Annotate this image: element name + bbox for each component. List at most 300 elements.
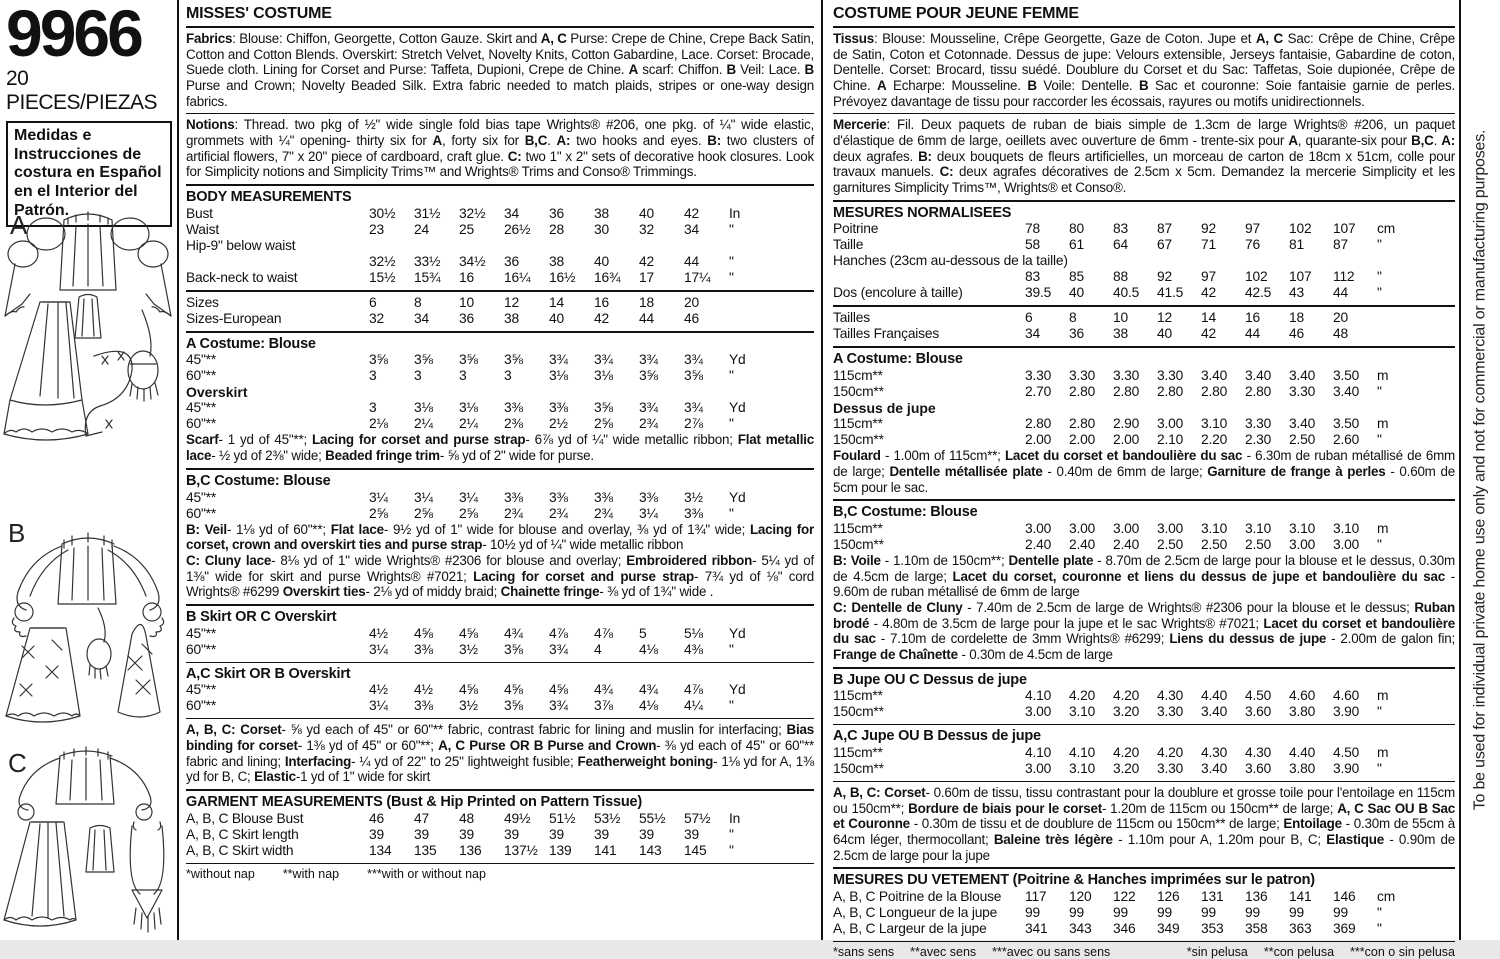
- row-unit: m: [1377, 368, 1389, 384]
- row-value: 3.20: [1113, 704, 1140, 720]
- row-label: 115cm**: [833, 744, 883, 760]
- row-value: 8: [1069, 310, 1077, 326]
- row-value: 3.10: [1069, 760, 1096, 776]
- row-label: Hanches (23cm au-dessous de la taille): [833, 253, 1068, 269]
- table-row: [186, 311, 814, 327]
- row-value: 46: [1289, 326, 1304, 342]
- row-label: 60"**: [186, 368, 216, 384]
- row-unit: ": [729, 221, 734, 237]
- costume-bc-table: [186, 490, 814, 522]
- row-value: 3.80: [1289, 760, 1316, 776]
- row-value: 145: [684, 842, 707, 858]
- row-label: A, B, C Poitrine de la Blouse: [833, 888, 1002, 904]
- tailles-table: [833, 310, 1455, 342]
- row-value: 4⅝: [459, 625, 478, 641]
- row-value: 3.00: [1025, 520, 1052, 536]
- row-value: 3.40: [1333, 384, 1360, 400]
- row-label: 45"**: [186, 352, 216, 368]
- row-value: 3⅜: [594, 489, 613, 505]
- row-unit: m: [1377, 520, 1389, 536]
- costume-bc-title: B,C Costume: Blouse: [186, 472, 331, 489]
- row-label: Tailles: [833, 310, 870, 326]
- row-value: 2.80: [1245, 384, 1272, 400]
- table-row: [186, 506, 814, 522]
- jupe-b-title: B Jupe OU C Dessus de jupe: [833, 671, 1027, 688]
- row-value: 3⅜: [414, 698, 433, 714]
- table-row: [833, 368, 1455, 384]
- row-value: [1289, 253, 1333, 269]
- row-value: 39: [594, 826, 609, 842]
- row-value: 38: [549, 253, 564, 269]
- row-value: 4.30: [1157, 688, 1184, 704]
- row-value: 3.40: [1201, 368, 1228, 384]
- corset-fr-paragraph: A, B, C: Corset- 0.60m de tissu, tissu contrastant pour la doublure et grosse toile pour l'entoilage en 115cm ou 150cm**; Bordure de biais pour le corset- 1.20m de 115cm ou 150cm** de large; A, C Sac OU B Sac et Couronne - 0.30m de tissu et de doublure de 115cm ou 150cm** de large; Entoilage - 0.30m de 55cm à 64cm léger, thermocollant; Baleine très légère - 1.10m pour A, 1.20m pour B, C; Elastique - 0.90m de 2.5cm de large pour la jupe: [833, 784, 1455, 863]
- row-unit: Yd: [729, 352, 746, 368]
- row-value: 10: [459, 294, 474, 310]
- row-value: 40: [1157, 326, 1172, 342]
- row-value: 4⅛: [639, 698, 658, 714]
- row-value: 42: [594, 310, 609, 326]
- row-value: 4½: [369, 625, 388, 641]
- row-value: 46: [684, 310, 699, 326]
- row-value: 57½: [684, 810, 711, 826]
- row-label: 60"**: [186, 641, 216, 657]
- row-unit: m: [1377, 744, 1389, 760]
- row-label: 150cm**: [833, 432, 884, 448]
- row-value: 92: [1157, 269, 1172, 285]
- row-value: 18: [639, 294, 654, 310]
- row-value: 2½: [549, 416, 568, 432]
- row-value: 3⅜: [414, 641, 433, 657]
- row-unit: Yd: [729, 625, 746, 641]
- row-unit: [729, 311, 765, 327]
- row-value: 3.40: [1289, 416, 1316, 432]
- french-column: [833, 5, 1455, 959]
- row-value: 4.20: [1069, 688, 1096, 704]
- row-value: 3⅛: [549, 368, 568, 384]
- row-value: 47: [414, 810, 429, 826]
- row-value: 39: [639, 826, 654, 842]
- row-value: 3.20: [1113, 760, 1140, 776]
- row-value: 3.00: [1157, 416, 1184, 432]
- row-value: 36: [459, 310, 474, 326]
- row-value: 3¼: [369, 489, 388, 505]
- skirt-ac-table: [186, 682, 814, 714]
- row-value: 3⅝: [459, 352, 478, 368]
- row-value: 40: [549, 310, 564, 326]
- row-value: 99: [1157, 904, 1172, 920]
- notions-section: [186, 113, 814, 184]
- mesures-normalisees-title: MESURES NORMALISEES: [833, 204, 1012, 221]
- row-unit: ": [1377, 536, 1382, 552]
- row-value: 3¾: [549, 641, 568, 657]
- row-value: 40: [594, 253, 609, 269]
- row-unit: ": [729, 826, 734, 842]
- row-value: 4.10: [1025, 744, 1052, 760]
- row-value: 3.90: [1333, 760, 1360, 776]
- row-value: 97: [1245, 221, 1260, 237]
- french-title: COSTUME POUR JEUNE FEMME: [833, 5, 1455, 28]
- row-value: 4: [594, 641, 602, 657]
- row-value: 39: [414, 826, 429, 842]
- row-value: 2⅞: [684, 416, 703, 432]
- row-value: 83: [1113, 221, 1128, 237]
- table-row: [186, 295, 814, 311]
- row-value: 64: [1113, 237, 1128, 253]
- sizes-table: [186, 295, 814, 327]
- row-unit: ": [729, 368, 734, 384]
- row-value: 4.50: [1333, 744, 1360, 760]
- row-value: 39: [549, 826, 564, 842]
- row-value: 31½: [414, 205, 441, 221]
- row-value: 135: [414, 842, 437, 858]
- row-value: 3⅛: [414, 400, 433, 416]
- row-value: 4.40: [1289, 744, 1316, 760]
- divider-middle: [821, 0, 823, 940]
- row-unit: [1377, 253, 1411, 269]
- table-row: [186, 222, 814, 238]
- row-value: 80: [1069, 221, 1084, 237]
- row-label: A, B, C Skirt width: [186, 842, 294, 858]
- costume-a-fr-note: Foulard - 1.00m of 115cm**; Lacet du corset et bandoulière du sac - 6.30m de ruban métallisé de 6mm de large; Dentelle métallisée plate - 0.40m de 6mm de large; Garniture de frange à perles - 0.60m de 5cm pour le sac.: [833, 448, 1455, 495]
- row-value: 3.30: [1113, 368, 1140, 384]
- row-label: Waist: [186, 221, 219, 237]
- row-unit: ": [729, 505, 734, 521]
- row-value: 67: [1157, 237, 1172, 253]
- row-value: 3¾: [639, 352, 658, 368]
- row-value: 3: [459, 368, 467, 384]
- table-row: [833, 416, 1455, 432]
- table-row: [833, 285, 1455, 301]
- row-value: 48: [1333, 326, 1348, 342]
- row-value: 137½: [504, 842, 538, 858]
- row-value: 15¾: [414, 269, 441, 285]
- row-value: 24: [414, 221, 429, 237]
- row-value: 3⅝: [504, 352, 523, 368]
- row-value: 40: [1069, 285, 1084, 301]
- row-value: 3.00: [1289, 536, 1316, 552]
- row-value: 112: [1333, 269, 1355, 285]
- row-value: 17: [639, 269, 654, 285]
- footnote: **avec sens: [910, 944, 977, 959]
- row-value: 3.50: [1333, 368, 1360, 384]
- row-value: 32½: [459, 205, 486, 221]
- row-value: 4.10: [1025, 688, 1052, 704]
- row-value: 4⅛: [639, 641, 658, 657]
- skirt-b-title: B Skirt OR C Overskirt: [186, 608, 337, 625]
- fabrics-section: [186, 28, 814, 113]
- row-label: Bust: [186, 205, 213, 221]
- row-unit: Yd: [729, 489, 746, 505]
- row-value: 34: [504, 205, 519, 221]
- row-value: 3.60: [1245, 760, 1272, 776]
- row-value: 2¾: [504, 505, 523, 521]
- row-value: 32: [369, 310, 384, 326]
- row-value: 4¾: [504, 625, 523, 641]
- row-value: 85: [1069, 269, 1084, 285]
- table-row: [833, 688, 1455, 704]
- row-unit: ": [1377, 237, 1382, 253]
- garment-measurements-title: GARMENT MEASUREMENTS (Bust & Hip Printed on Pattern Tissue): [186, 793, 642, 810]
- row-value: 99: [1333, 904, 1348, 920]
- table-row: [833, 704, 1455, 720]
- row-value: 107: [1289, 269, 1312, 285]
- row-value: 4.30: [1201, 744, 1228, 760]
- row-value: [1157, 253, 1201, 269]
- row-value: 107: [1333, 221, 1356, 237]
- row-label: 60"**: [186, 416, 216, 432]
- row-value: 346: [1113, 920, 1136, 936]
- row-value: 4.30: [1245, 744, 1272, 760]
- row-label: A, B, C Skirt length: [186, 826, 299, 842]
- table-row: [186, 270, 814, 286]
- row-value: 3¼: [369, 698, 388, 714]
- row-value: [414, 238, 459, 254]
- corset-fr-section: [833, 781, 1455, 867]
- table-row: [186, 642, 814, 658]
- row-label: A, B, C Blouse Bust: [186, 810, 304, 826]
- row-value: 39.5: [1025, 285, 1052, 301]
- row-value: 34½: [459, 253, 486, 269]
- row-value: 3.00: [1069, 520, 1096, 536]
- row-value: 3.40: [1201, 704, 1228, 720]
- spanish-note-box: Medidas e Instrucciones de costura en Español en el Interior del Patrón.: [6, 121, 172, 227]
- row-value: 4⅝: [549, 682, 568, 698]
- row-value: 41.5: [1157, 285, 1184, 301]
- row-value: 20: [1333, 310, 1348, 326]
- row-value: 99: [1289, 904, 1304, 920]
- row-value: 3: [369, 368, 377, 384]
- row-value: 3⅛: [594, 368, 613, 384]
- row-value: 4.20: [1157, 744, 1184, 760]
- row-value: 3.80: [1289, 704, 1316, 720]
- jupe-ac-table: [833, 745, 1455, 777]
- row-value: 48: [459, 810, 474, 826]
- footnote: ***avec ou sans sens: [992, 944, 1111, 959]
- row-value: 34: [414, 310, 429, 326]
- row-value: 3⅝: [504, 698, 523, 714]
- row-value: 3.30: [1157, 760, 1184, 776]
- row-value: 3½: [459, 641, 478, 657]
- table-row: [186, 416, 814, 432]
- table-row: [833, 537, 1455, 553]
- french-footnote-group: [833, 945, 1110, 959]
- table-row: [833, 221, 1455, 237]
- row-unit: cm: [1377, 888, 1395, 904]
- row-value: 2.80: [1069, 416, 1096, 432]
- row-label: 45"**: [186, 625, 216, 641]
- table-row: [186, 254, 814, 270]
- table-row: [833, 432, 1455, 448]
- row-value: 16¾: [594, 269, 621, 285]
- costume-bc-fr-section: [833, 499, 1455, 666]
- row-value: 4½: [414, 682, 433, 698]
- row-value: 99: [1025, 904, 1040, 920]
- row-value: 4⅝: [459, 682, 478, 698]
- row-value: 2.50: [1201, 536, 1228, 552]
- table-subheader: Dessus de jupe: [833, 400, 936, 417]
- row-value: 99: [1201, 904, 1216, 920]
- row-value: 2.00: [1025, 432, 1052, 448]
- english-footnotes: [186, 863, 814, 881]
- row-value: 343: [1069, 920, 1092, 936]
- row-value: 349: [1157, 920, 1180, 936]
- row-value: 2.80: [1025, 416, 1052, 432]
- row-value: 42: [1201, 285, 1216, 301]
- row-unit: In: [729, 205, 741, 221]
- row-value: 25: [459, 221, 474, 237]
- rights-notice: [1461, 0, 1500, 940]
- row-label: 45"**: [186, 489, 216, 505]
- row-value: 36: [1069, 326, 1084, 342]
- notions-paragraph: Notions: Thread. two pkg of ½" wide single fold bias tape Wrights® #206, one pkg. of ¼" wide elastic, grommets with ¼" opening- thirty six for A, forty six for B,C. A: two hooks and eyes. B: two clusters of artificial flowers, 7" x 20" piece of cardboard, craft glue. C: two 1" x 2" sets of decorative hook closures. Look for Simplicity notions and Simplicity Trims™ and Wrights® Trims and Conso® Trimmings.: [186, 117, 815, 180]
- row-value: 353: [1201, 920, 1224, 936]
- row-value: 2⅝: [459, 505, 478, 521]
- footnote: **con pelusa: [1263, 944, 1335, 959]
- row-value: [594, 238, 639, 254]
- tissus-paragraph: Tissus: Blouse: Mousseline, Crêpe Georgette, Gaze de Coton. Jupe et A, C Sac: Crêpe de Chine, Crêpe de Satin, Coton et Cotonnade. Dessus de jupe: Velours extensible, Jerseys fantaisie, Gabardine de coton, Dentelle. Corset: Brocard, tissu suédé. Doublure du Corset et du Sac: Taffetas, Soie dupionée, Crêpe de Chine. A Echarpe: Mousseline. B Voile: Dentelle. B Sac et couronne: Soie fantaisie garnie de perles. Prévoyez davantage de tissu pour raccorder les écossais, rayures ou motifs unidirectionnels.: [833, 31, 1455, 109]
- row-unit: cm: [1377, 221, 1395, 237]
- row-value: 3.50: [1333, 416, 1360, 432]
- view-c-label: C: [8, 748, 27, 778]
- tissus-section: [833, 28, 1455, 113]
- row-value: 43: [1289, 285, 1304, 301]
- corset-section: [186, 718, 814, 789]
- row-value: 3.10: [1289, 520, 1316, 536]
- row-value: 34: [1025, 326, 1040, 342]
- english-column: [186, 5, 814, 881]
- row-value: 99: [1069, 904, 1084, 920]
- view-a-illustration: [2, 198, 174, 518]
- row-value: 4⅞: [549, 625, 568, 641]
- divider-left: [177, 0, 179, 940]
- row-label: 150cm**: [833, 704, 884, 720]
- row-value: 18: [1289, 310, 1304, 326]
- row-value: 2.70: [1025, 384, 1052, 400]
- table-row: [186, 400, 814, 416]
- row-value: 3¾: [549, 352, 568, 368]
- rights-notice-text: To be used for individual private home use only and not for commercial or manufacturing purposes.: [1471, 129, 1489, 811]
- row-value: 3.10: [1245, 520, 1272, 536]
- row-value: 2.30: [1245, 432, 1272, 448]
- row-value: 358: [1245, 920, 1268, 936]
- row-value: 40: [639, 205, 654, 221]
- row-value: 32½: [369, 253, 396, 269]
- row-label: Back-neck to waist: [186, 269, 298, 285]
- row-value: 3: [504, 368, 512, 384]
- row-value: 10: [1113, 310, 1128, 326]
- row-value: 78: [1025, 221, 1040, 237]
- row-value: 2.80: [1157, 384, 1184, 400]
- row-value: [459, 238, 504, 254]
- skirt-b-section: [186, 604, 814, 662]
- row-label: Sizes-European: [186, 310, 282, 326]
- row-value: 3.30: [1245, 416, 1272, 432]
- row-value: 146: [1333, 888, 1356, 904]
- row-value: 102: [1289, 221, 1312, 237]
- row-value: 88: [1113, 269, 1128, 285]
- row-value: 14: [549, 294, 564, 310]
- row-value: 4⅜: [684, 641, 703, 657]
- row-unit: In: [729, 810, 741, 826]
- row-value: 44: [1333, 285, 1348, 301]
- row-value: 143: [639, 842, 662, 858]
- row-value: 55½: [639, 810, 666, 826]
- table-row: [833, 310, 1455, 326]
- row-value: 3⅜: [504, 489, 523, 505]
- costume-bc-note-c: C: Cluny lace- 8⅛ yd of 1" wide Wrights® #2306 for blouse and overlay; Embroidered ribbon- 5¼ yd of 1⅜" wide for skirt and purse Wrights® #7021; Lacing for corset and purse strap- 7¾ yd of ⅛" cord Wrights® #6299 Overskirt ties- 2⅛ yd of middy braid; Chainette fringe- ⅜ yd of 1¾" wide .: [186, 552, 815, 600]
- row-value: 4.60: [1289, 688, 1316, 704]
- row-value: 53½: [594, 810, 621, 826]
- costume-a-note: Scarf- 1 yd of 45"**; Lacing for corset and purse strap- 6⅞ yd of ¼" wide metallic ribbon; Flat metallic lace- ½ yd of 2⅜" wide; Beaded fringe trim- ⅝ yd of 2" wide for purse.: [186, 432, 814, 464]
- row-value: 3⅜: [549, 400, 568, 416]
- footnote: *without nap: [186, 866, 255, 881]
- row-value: [1113, 253, 1157, 269]
- row-value: 341: [1025, 920, 1048, 936]
- row-value: 136: [1245, 888, 1268, 904]
- row-value: 16: [594, 294, 609, 310]
- row-value: 120: [1069, 888, 1092, 904]
- row-unit: ": [1377, 384, 1382, 400]
- table-row: [833, 269, 1455, 285]
- row-value: 39: [684, 826, 699, 842]
- mesures-vetement-section: [833, 867, 1455, 941]
- row-value: 4.60: [1333, 688, 1360, 704]
- row-value: 46: [369, 810, 384, 826]
- row-unit: ": [1377, 704, 1382, 720]
- costume-bc-fr-note-c: C: Dentelle de Cluny - 7.40m de 2.5cm de large de Wrights® #2306 pour la blouse et le dessus; Ruban brodé - 4.80m de 3.5cm de large pour la jupe et le sac Wrights® #7021; Lacet du corset et bandoulière du sac - 7.10m de cordelette de 3mm Wrights® #6299; Liens du dessus de jupe - 2.00m de galon fin; Frange de Chaînette - 0.30m de 4.5cm de large: [833, 599, 1455, 662]
- row-label: 45"**: [186, 682, 216, 698]
- jupe-b-table: [833, 688, 1455, 720]
- table-row: [186, 238, 814, 254]
- row-value: [1333, 253, 1377, 269]
- row-value: 6: [1025, 310, 1033, 326]
- row-value: 3.00: [1025, 760, 1052, 776]
- costume-bc-fr-table: [833, 521, 1455, 553]
- row-value: 2¾: [594, 505, 613, 521]
- skirt-ac-section: [186, 662, 814, 719]
- row-value: 3.90: [1333, 704, 1360, 720]
- table-row: [833, 384, 1455, 400]
- row-label: 60"**: [186, 698, 216, 714]
- table-row: [833, 761, 1455, 777]
- mesures-normalisees-section: [833, 200, 1455, 306]
- row-value: 97: [1201, 269, 1216, 285]
- row-value: 2⅝: [594, 416, 613, 432]
- row-label: [833, 269, 1025, 285]
- spanish-footnote-group: [1187, 945, 1455, 959]
- row-value: [504, 238, 549, 254]
- row-value: 3¾: [549, 698, 568, 714]
- row-label: Sizes: [186, 294, 219, 310]
- row-value: 4⅝: [414, 625, 433, 641]
- row-value: 141: [594, 842, 617, 858]
- table-row: [833, 253, 1455, 269]
- row-value: 3.00: [1157, 520, 1184, 536]
- row-value: 3¼: [459, 489, 478, 505]
- row-label: 45"**: [186, 400, 216, 416]
- row-value: 3.10: [1201, 520, 1228, 536]
- row-unit: [1377, 310, 1411, 326]
- row-value: 2.40: [1025, 536, 1052, 552]
- row-value: 34: [684, 221, 699, 237]
- row-value: 4.10: [1069, 744, 1096, 760]
- row-value: 26½: [504, 221, 531, 237]
- row-value: 36: [504, 253, 519, 269]
- row-value: 3.40: [1201, 760, 1228, 776]
- costume-bc-section: [186, 468, 814, 604]
- row-value: 2.00: [1113, 432, 1140, 448]
